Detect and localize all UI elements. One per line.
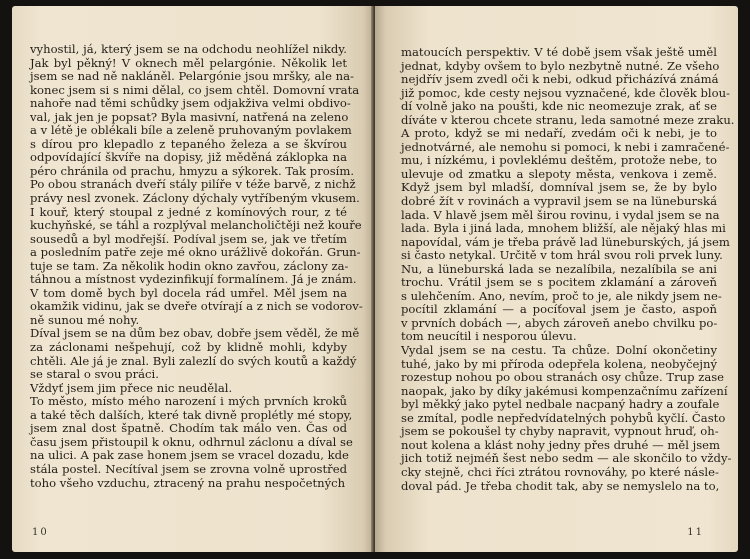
text-line: cky stejně, chci říci ztrátou rovnováhy, po které násle-	[401, 464, 719, 479]
text-line: To město, místo mého narození i mých prvních kroků	[30, 394, 347, 409]
text-line: lada. Byla i jiná lada, mnohem bližší, ale nějaký hlas mi	[401, 221, 726, 236]
text-line: sousedů a byl modřejší. Podíval jsem se, jak ve třetím	[30, 231, 347, 246]
text-line: Nu, a lüneburská lada se nezalíbila, nezalíbila se ani	[401, 261, 717, 276]
text-line: se staral o svou práci.	[30, 367, 159, 382]
text-line: V tom domě bych byl docela rád umřel. Měl jsem na	[30, 285, 347, 300]
text-line: tuje se tam. Za několik hodin okno zavřou, záclony za-	[30, 258, 349, 273]
text-line: jich totiž nejméň šest nebo sedm — ale skončilo to vždy-	[401, 451, 732, 466]
text-line: si často netykal. Určitě v tom hrál svou roli prvek luny.	[401, 248, 723, 263]
text-line: kuchyňské, se táhl a rozplýval melancholičtěji než kouře	[30, 218, 362, 233]
text-line: se zmítal, podle nepředvídatelných pohybů kyčlí. Často	[401, 410, 726, 425]
text-line: tom neucítil i nesporou úlevu.	[401, 329, 577, 344]
text-line: okamžik vidinu, jak se dveře otvírají a z nich se vodorov-	[30, 299, 363, 314]
text-line: za záclonami nešpehují, což by klidně mohli, kdyby	[30, 340, 347, 355]
left-page-text	[30, 42, 363, 490]
text-line: právy nesl zvonek. Záclony dýchaly vytříbeným vkusem.	[30, 191, 360, 206]
text-line: matoucích perspektiv. V té době jsem však ještě uměl	[401, 45, 717, 59]
text-line: a v létě je oblékali bíle a zeleně pruhovaným povlakem	[30, 123, 352, 138]
text-line: pocítil zklamání — a pocíťoval jsem je často, aspoň	[401, 302, 717, 317]
text-line: tuhé, jako by mi příroda odepřela kolena, neobyčejný	[401, 356, 717, 371]
text-line: Po obou stranách dveří stály pilíře v téže barvě, z nichž	[30, 177, 356, 192]
text-line: dobré žít v rovinách a vypravil jsem se na lüneburská	[401, 194, 717, 209]
text-line: a posledním patře zeje mé okno urážlivě dokořán. Grun-	[30, 245, 361, 260]
text-line: péro chránila od prachu, hmyzu a sýkorek. Tak prosím.	[30, 163, 355, 178]
text-line: val, jak jen je popsat? Byla masivní, natřená na zeleno	[30, 109, 349, 124]
right-page-number: 11	[687, 527, 704, 538]
text-line: nahoře nad těmi schůdky jsem odjakživa velmi obdivo-	[30, 96, 351, 111]
text-line: odpovídající škvíře na dopisy, již měděná záklopka na	[30, 150, 347, 165]
text-line: nejdřív jsem zvedl oči k nebi, odkud přicházívá známá	[401, 72, 719, 87]
text-line: jsem se pokoušel ty chyby napravit, vypnout hruď, oh-	[401, 424, 719, 439]
text-line: jednotvárné, ale nemohu si pomoci, k nebi i zamračené-	[401, 139, 730, 154]
text-line: trochu. Vrátil jsem se s pocitem zklamání a zároveň	[401, 275, 717, 290]
right-page-text	[401, 45, 735, 493]
text-line: Když jsem byl mladší, domníval jsem se, že by bylo	[401, 180, 717, 195]
text-line: ně sunou mé nohy.	[30, 312, 140, 327]
text-line: díváte v kterou chcete stranu, leda samotné meze zraku.	[401, 112, 735, 127]
text-line: mu, i nízkému, i povleklému deštěm, protože nebe, to	[401, 153, 717, 168]
text-line: jednat, kdyby ovšem to bylo nezbytně nutné. Ze všeho	[401, 58, 720, 73]
text-line: nout kolena a klást nohy jedny přes druhé — měl jsem	[401, 437, 720, 452]
text-line: již pomoc, kde cesty nejsou vyznačené, kde člověk blou-	[401, 85, 730, 100]
text-line: toho všeho vzduchu, ztracený na prahu nespočetných	[30, 475, 346, 490]
text-line: lada. V hlavě jsem měl širou rovinu, i vydal jsem se na	[401, 207, 720, 222]
text-line: s dírou pro klepadlo z tepaného železa a se škvírou	[30, 136, 347, 151]
left-page	[12, 6, 374, 552]
text-line: napovídal, vám je třeba právě lad lüneburských, já jsem	[401, 234, 730, 249]
text-line: táhnou a místnost vydezinfikují formalínem. Já je znám.	[30, 272, 357, 287]
text-line: na ulici. A pak zase honem jsem se vracel dozadu, kde	[30, 448, 349, 463]
text-line: v prvních dobách —, abych zároveň anebo chvilku po-	[401, 315, 718, 330]
text-line: Jak byl pěkný! V oknech měl pelargónie. Několik let	[30, 55, 347, 70]
text-line: Vždyť jsem jim přece nic neudělal.	[30, 380, 233, 395]
text-line: ulevuje od zmatku a slepoty města, venkova i země.	[401, 166, 717, 181]
right-page	[375, 6, 738, 552]
text-line: rozestup nohou po obou stranách osy chůze. Trup zase	[401, 370, 725, 385]
text-line: Díval jsem se na dům bez obav, dobře jsem věděl, že mě	[30, 326, 360, 341]
text-line: byl měkký jako pytel nedbale nacpaný hadry a zoufale	[401, 397, 720, 412]
text-line: doval pád. Je třeba chodit tak, aby se nemyslelo na to,	[401, 478, 720, 493]
text-line: A proto, když se mi nedaří, zvedám oči k nebi, je to	[401, 126, 717, 141]
text-line: I kouř, který stoupal z jedné z komínových rour, z té	[30, 204, 347, 219]
text-line: jsem se nad ně nakláněl. Pelargónie jsou mršky, ale na-	[30, 69, 354, 84]
text-line: a také těch dalších, které tak divně proplétly mé stopy,	[30, 407, 353, 422]
text-line: konec jsem si s nimi dělal, co jsem chtěl. Domovní vrata	[30, 82, 360, 97]
text-line: dí volně jako na poušti, kde nic neomezuje zrak, ať se	[401, 99, 717, 114]
text-line: chtěli. Ale já je znal. Byli zalezlí do svých koutů a každý	[30, 353, 357, 368]
text-line: stála postel. Necítíval jsem se zrovna volně uprostřed	[30, 461, 347, 476]
left-page-number: 10	[32, 527, 49, 538]
text-line: vyhostil, já, který jsem se na odchodu neohlížel nikdy.	[30, 42, 347, 56]
text-line: jsem znal dost špatně. Chodím tak málo ven. Čas od	[30, 421, 347, 436]
text-line: s ulehčením. Ano, nevím, proč to je, ale nikdy jsem ne-	[401, 288, 722, 303]
text-line: Vydal jsem se na cestu. Ta chůze. Dolní okončetiny	[401, 343, 717, 358]
text-line: naopak, jako by díky jakémusi kompenzačnímu zařízení	[401, 383, 728, 398]
text-line: času jsem přistoupil k oknu, odhrnul záclonu a díval se	[30, 434, 353, 449]
